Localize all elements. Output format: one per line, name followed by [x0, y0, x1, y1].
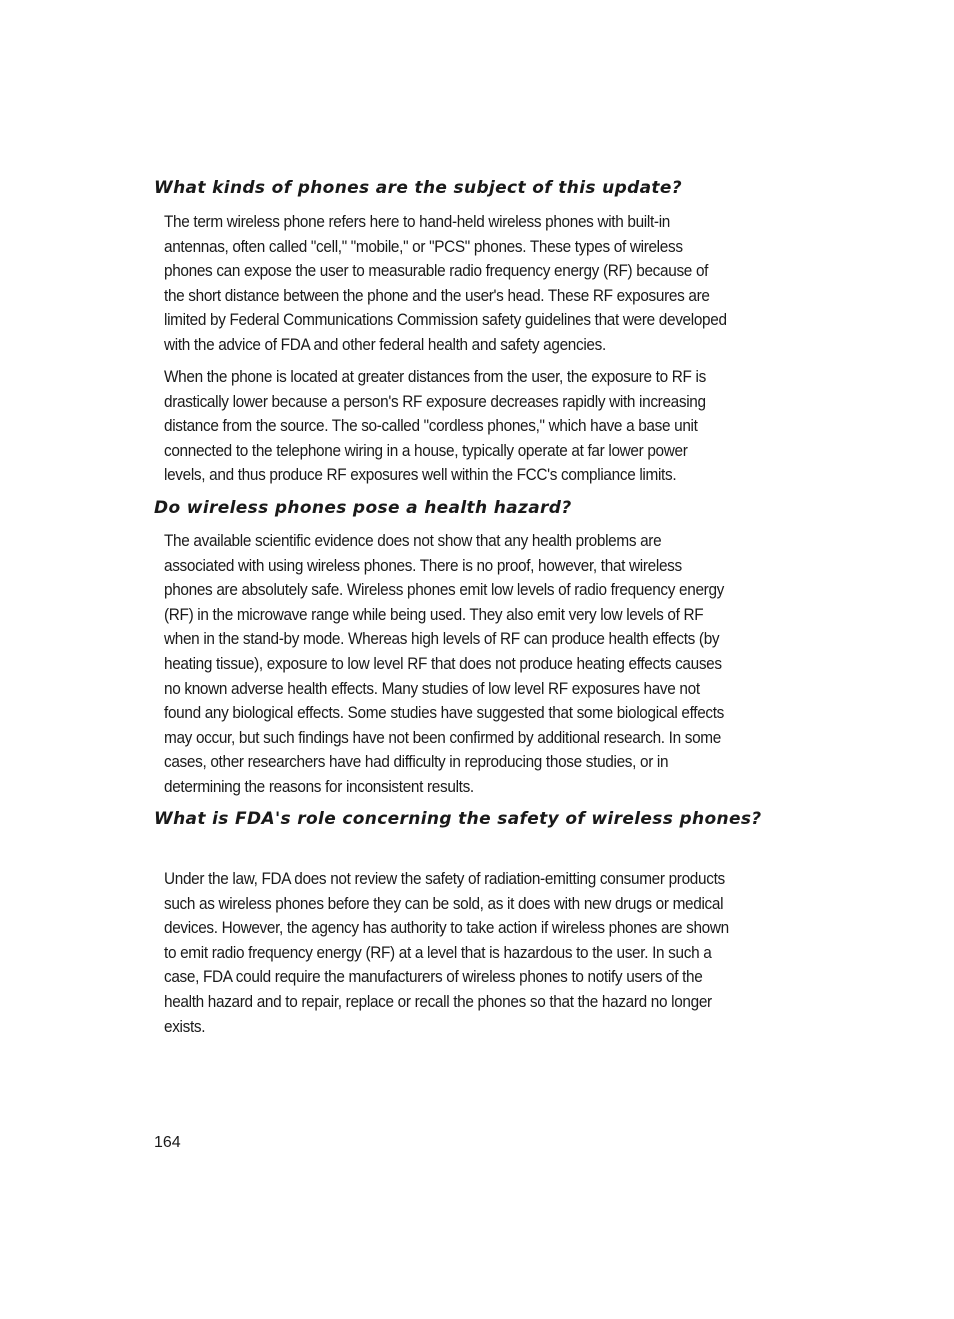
section-heading: What is FDA's role concerning the safety of wireless phones?	[154, 809, 762, 829]
section-heading: Do wireless phones pose a health hazard?	[154, 498, 572, 518]
paragraph: When the phone is located at greater distances from the user, the exposure to RF is drastically lower because a person's RF exposure decreases rapidly with increasing distance from the source. The so-called "cordless phones," which have a base unit connected to the telephone wiring in a house, typically operate at far lower power levels, and thus produce RF exposures well within the FCC's compliance limits.	[164, 368, 706, 485]
paragraph: The term wireless phone refers here to hand-held wireless phones with built-in antennas, often called "cell," "mobile," or "PCS" phones. These types of wireless phones can expose the user to measurable radio frequency energy (RF) because of the short distance between the phone and the user's head. These RF exposures are limited by Federal Communications Commission safety guidelines that were developed with the advice of FDA and other federal health and safety agencies.	[164, 213, 727, 354]
section-heading: What kinds of phones are the subject of this update?	[154, 178, 682, 198]
paragraph: The available scientific evidence does not show that any health problems are associated with using wireless phones. There is no proof, however, that wireless phones are absolutely safe. Wireless phones emit low levels of radio frequency energy (RF) in the microwave range while being used. They also emit very low levels of RF when in the stand-by mode. Whereas high levels of RF can produce health effects (by heating tissue), exposure to low level RF that does not produce heating effects causes no known adverse health effects. Many studies of low level RF exposures have not found any biological effects. Some studies have suggested that some biological effects may occur, but such findings have not been confirmed by additional research. In some cases, other researchers have had difficulty in reproducing those studies, or in determining the reasons for inconsistent results.	[164, 532, 725, 796]
paragraph: Under the law, FDA does not review the safety of radiation-emitting consumer products such as wireless phones before they can be sold, as it does with new drugs or medical devices. However, the agency has authority to take action if wireless phones are shown to emit radio frequency energy (RF) at a level that is hazardous to the user. In such a case, FDA could require the manufacturers of wireless phones to notify users of the health hazard and to repair, replace or recall the phones so that the hazard no longer exists.	[164, 870, 729, 1036]
page-number: 164	[154, 1134, 181, 1151]
